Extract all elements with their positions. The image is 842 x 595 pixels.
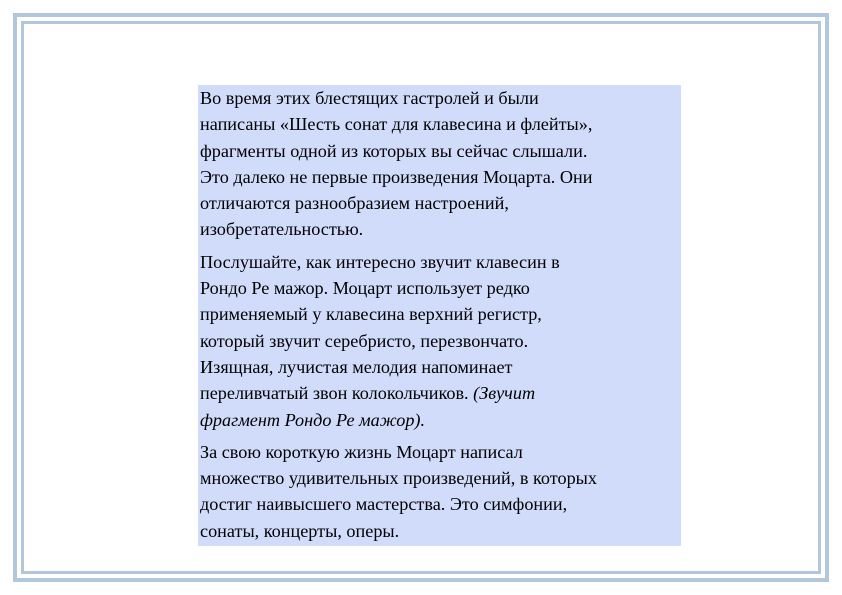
text-line: который звучит серебристо, перезвончато. [200, 330, 529, 351]
text-line [200, 407, 679, 433]
text-line: Рондо Ре мажор. Моцарт использует редко [200, 278, 530, 299]
text-line: Во время этих блестящих гастролей и были [200, 88, 539, 108]
text-segment: переливчатый звон колокольчиков. [200, 383, 469, 404]
text-line: За свою короткую жизнь Моцарт написал [200, 441, 523, 462]
text-line: Послушайте, как интересно звучит клавесин в [200, 251, 560, 272]
text-line: сонаты, концерты, оперы. [200, 520, 400, 541]
text-line: изобретательностью. [200, 219, 364, 240]
text-line: достиг наивысшего мастерства. Это симфонии, [200, 494, 568, 515]
text-line: фрагменты одной из которых вы сейчас слышали. [200, 140, 588, 161]
paragraph-2 [200, 249, 679, 433]
text-line-with-italic [200, 380, 679, 406]
text-line: применяемый у клавесина верхний регистр, [200, 304, 542, 325]
text-line: написаны «Шесть сонат для клавесина и флейты», [200, 114, 593, 135]
text-line: множество удивительных произведений, в которых [200, 468, 597, 489]
paragraph-3 [200, 439, 679, 544]
text-line: отличаются разнообразием настроений, [200, 193, 509, 214]
italic-stage-direction: (Звучит [468, 383, 536, 404]
italic-stage-direction: фрагмент Рондо Ре мажор). [200, 409, 426, 430]
text-line: Это далеко не первые произведения Моцарта. Они [200, 166, 593, 187]
text-box [198, 85, 681, 546]
text-line: Изящная, лучистая мелодия напоминает [200, 356, 513, 377]
paragraph-1 [200, 85, 679, 243]
